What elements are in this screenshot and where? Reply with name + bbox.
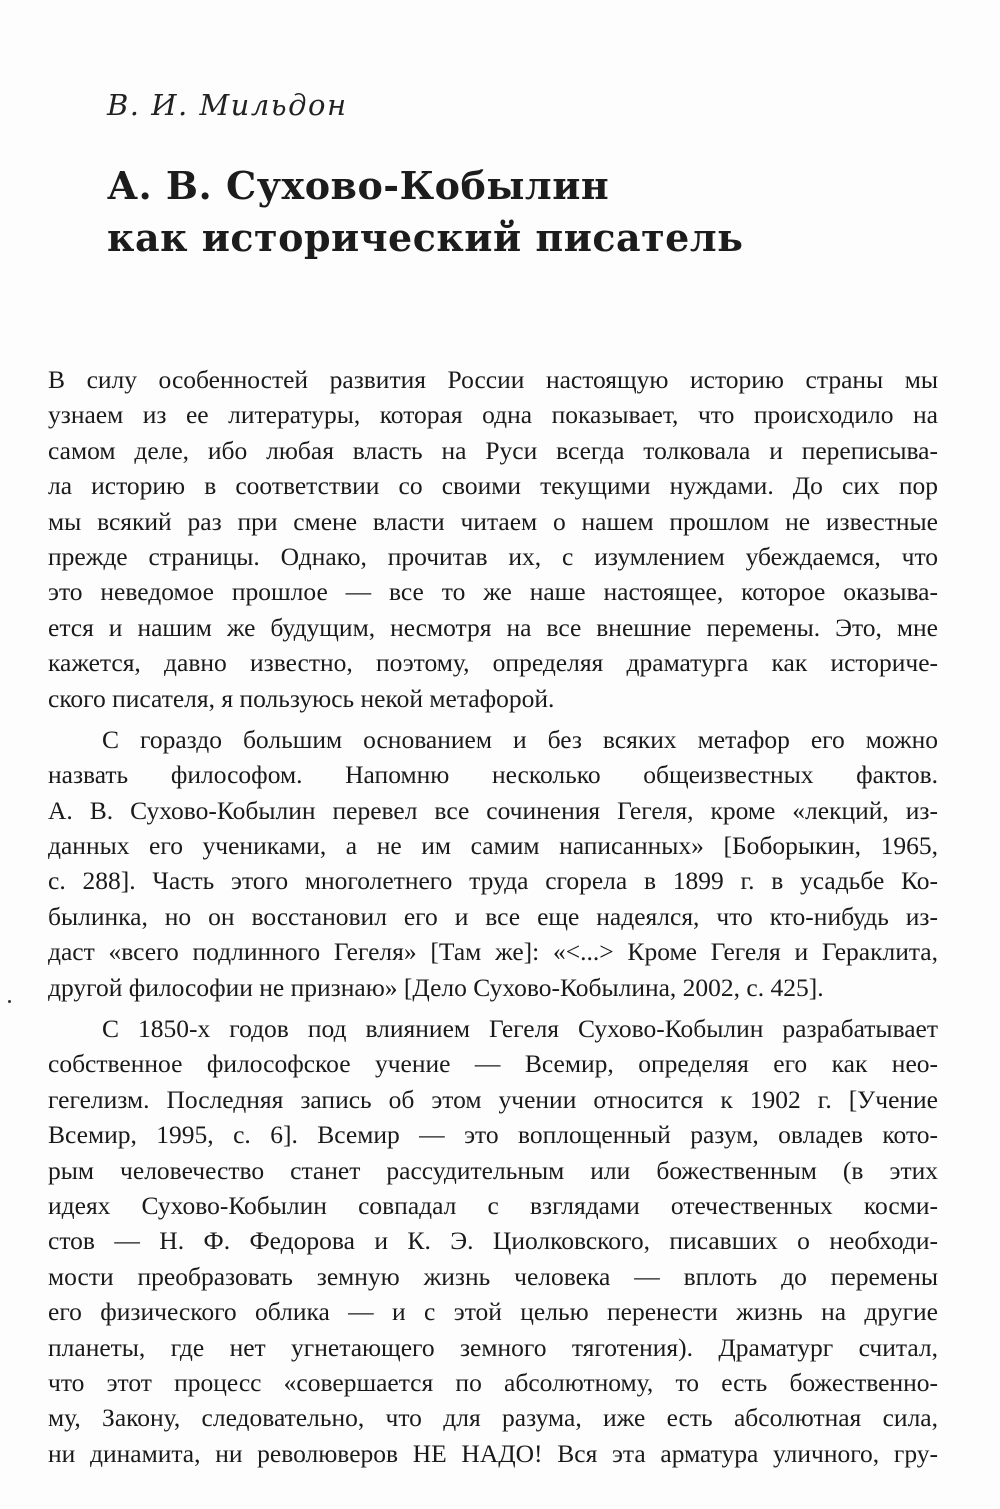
text-line: Всемир, 1995, с. 6]. Всемир — это воплощенный разум, овладев кото- <box>48 1120 938 1150</box>
author-name: В. И. Мильдон <box>107 88 348 122</box>
text-line: прежде страницы. Однако, прочитав их, с изумлением убеждаемся, что <box>48 541 938 571</box>
text-line: А. В. Сухово-Кобылин перевел все сочинения Гегеля, кроме «лекций, из- <box>48 795 938 825</box>
paragraph-first-line: С 1850-х годов под влиянием Гегеля Сухово-Кобылин разрабатывает <box>102 1014 938 1044</box>
text-line: даст «всего подлинного Гегеля» [Там же]: «<...> Кроме Гегеля и Гераклита, <box>48 937 938 967</box>
text-line: другой философии не признаю» [Дело Сухово-Кобылина, 2002, с. 425]. <box>48 972 824 1002</box>
text-line: ла историю в соответствии со своими текущими нуждами. До сих пор <box>48 471 938 501</box>
text-line: ни динамита, ни революверов НЕ НАДО! Вся эта арматура уличного, гру- <box>48 1438 938 1468</box>
text-line: стов — Н. Ф. Федорова и К. Э. Циолковского, писавших о необходи- <box>48 1226 938 1256</box>
text-line: гегелизм. Последняя запись об этом учении относится к 1902 г. [Учение <box>48 1084 938 1114</box>
text-line: самом деле, ибо любая власть на Руси всегда толковала и переписыва- <box>48 435 938 465</box>
text-line: рым человечество станет рассудительным или божественным (в этих <box>48 1155 938 1185</box>
text-line: с. 288]. Часть этого многолетнего труда сгорела в 1899 г. в усадьбе Ко- <box>48 866 938 896</box>
text-line: мости преобразовать земную жизнь человека — вплоть до перемены <box>48 1261 938 1291</box>
article-title-line-2: как исторический писатель <box>107 215 744 260</box>
margin-speck <box>8 1000 11 1003</box>
text-line: планеты, где нет угнетающего земного тяготения). Драматург считал, <box>48 1332 938 1362</box>
text-line: его физического облика — и с этой целью перенести жизнь на другие <box>48 1297 938 1327</box>
text-line: данных его учениками, а не им самим написанных» [Боборыкин, 1965, <box>48 831 938 861</box>
text-line: ется и нашим же будущим, несмотря на все внешние перемены. Это, мне <box>48 612 938 642</box>
text-line: му, Закону, следовательно, что для разума, иже есть абсолютная сила, <box>48 1403 938 1433</box>
text-line: что этот процесс «совершается по абсолютному, то есть божественно- <box>48 1367 938 1397</box>
paragraph-first-line: С гораздо большим основанием и без всяких метафор его можно <box>102 724 938 754</box>
article-body <box>48 362 938 1471</box>
text-line: кажется, давно известно, поэтому, определяя драматурга как историче- <box>48 648 938 678</box>
text-line: В силу особенностей развития России настоящую историю страны мы <box>48 365 938 394</box>
text-line: идеях Сухово-Кобылин совпадал с взглядами отечественных косми- <box>48 1190 938 1220</box>
text-line: ского писателя, я пользуюсь некой метафорой. <box>48 683 555 713</box>
text-line: мы всякий раз при смене власти читаем о нашем прошлом не известные <box>48 506 938 536</box>
text-line: былинка, но он восстановил его и все еще надеялся, что кто-нибудь из- <box>48 901 938 931</box>
text-line: назвать философом. Напомню несколько общеизвестных фактов. <box>48 760 938 790</box>
text-line: собственное философское учение — Всемир, определяя его как нео- <box>48 1049 938 1079</box>
article-title <box>107 160 743 264</box>
article-title-line-1: А. В. Сухово-Кобылин <box>107 163 610 208</box>
text-line: это неведомое прошлое — все то же наше настоящее, которое оказыва- <box>48 577 938 607</box>
text-line: узнаем из ее литературы, которая одна показывает, что происходило на <box>48 400 938 430</box>
